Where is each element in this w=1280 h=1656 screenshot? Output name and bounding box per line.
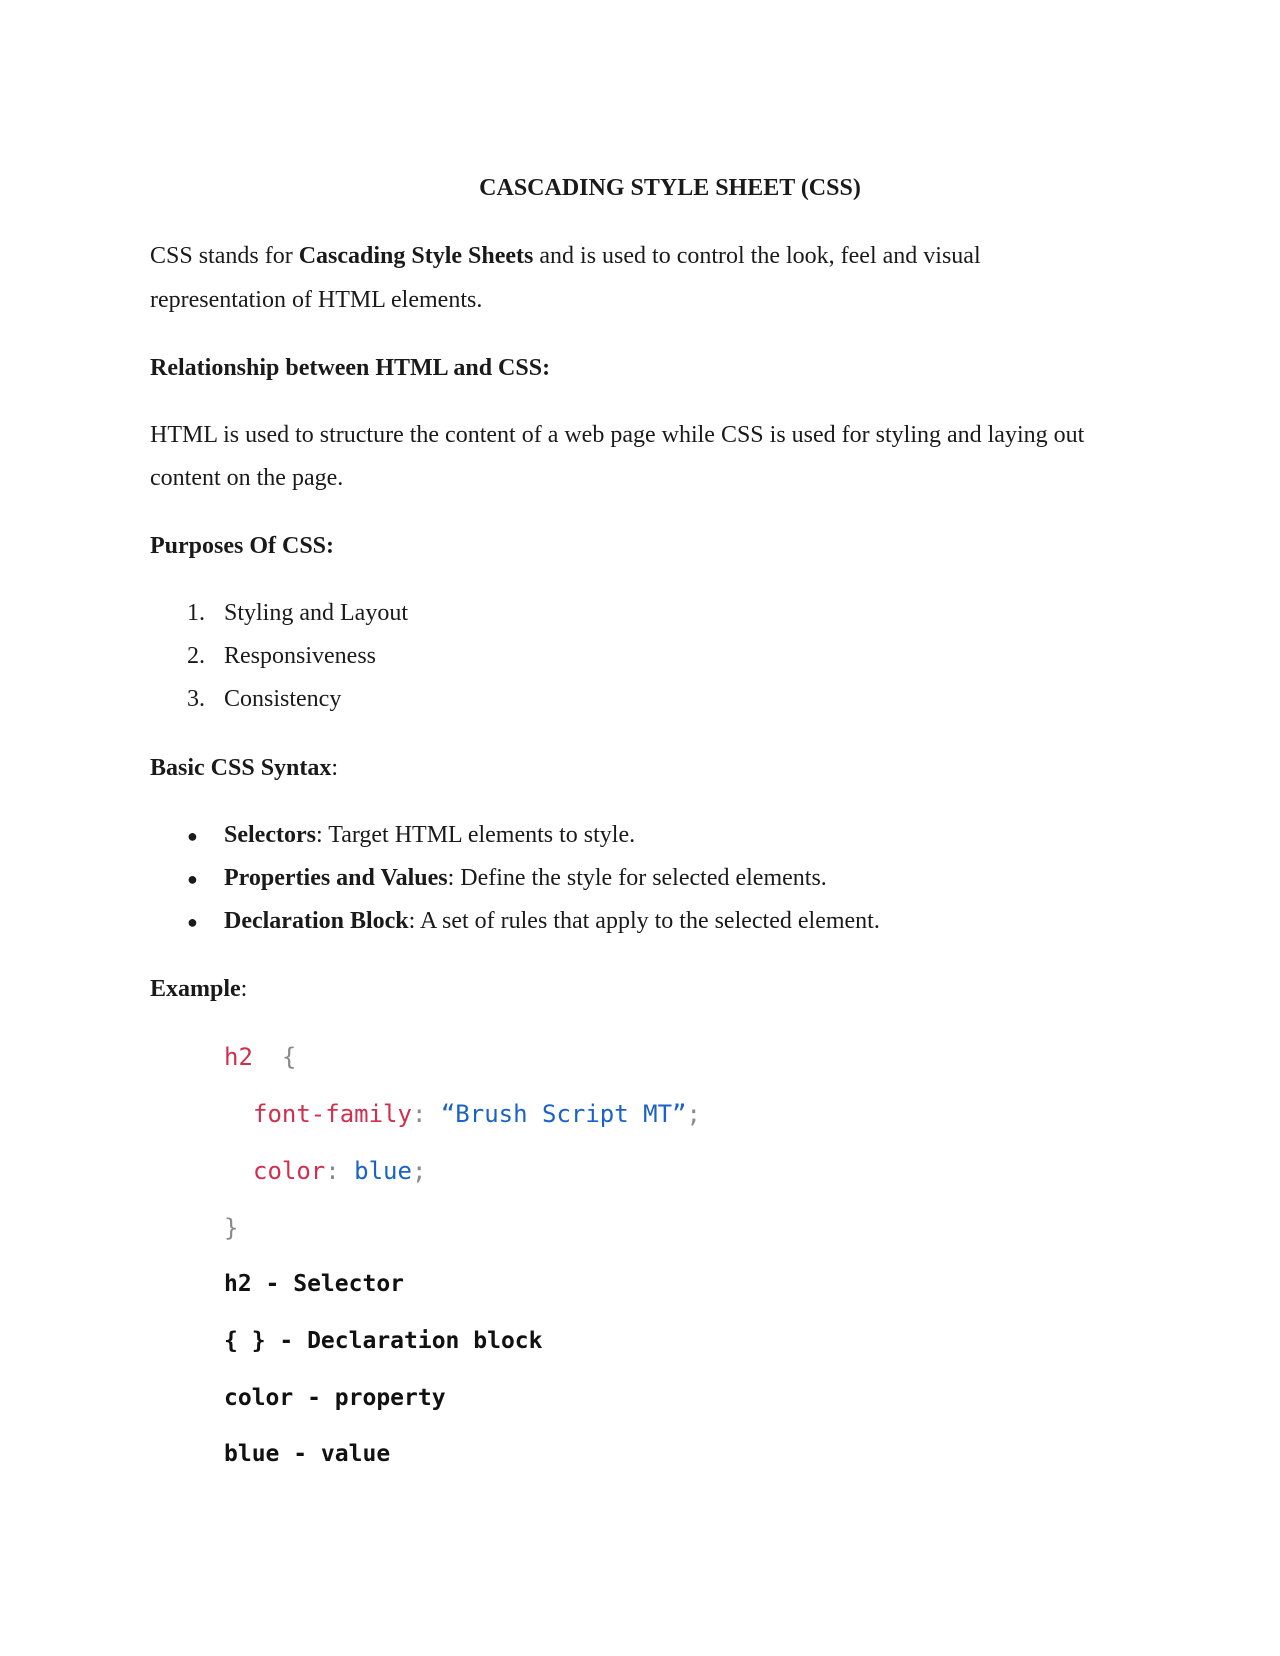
term: Declaration Block [224,908,409,934]
code-brace: { [281,1043,297,1071]
list-number: 1. [187,600,205,626]
list-number: 2. [187,643,205,669]
example-heading [150,977,247,1001]
list-number: 3. [187,686,205,712]
term: Properties and Values [224,865,448,891]
example-heading-text: Example [150,976,241,1002]
note-declaration-block: { } - Declaration block [224,1328,543,1354]
document-title: CASCADING STYLE SHEET (CSS) [479,175,861,201]
relationship-line2: content on the page. [150,465,344,491]
desc: : Define the style for selected elements. [447,865,827,891]
code-selector: h2 [224,1043,253,1071]
list-text: Consistency [224,686,342,712]
bullet-icon: ● [187,826,198,846]
bullet-icon: ● [187,912,198,932]
list-item [187,600,408,626]
code-line [253,1159,426,1183]
code-brace: } [224,1214,239,1242]
list-item [187,822,636,848]
code-property: color [253,1157,326,1185]
code-colon: : [325,1157,340,1185]
colon: : [331,755,339,781]
purposes-heading: Purposes Of CSS: [150,533,335,559]
list-item [187,865,827,891]
list-item [187,643,376,669]
intro-line2: representation of HTML elements. [150,287,483,313]
syntax-heading [150,756,338,780]
list-item [187,686,342,712]
note-property: color - property [224,1385,446,1411]
syntax-heading-text: Basic CSS Syntax [150,755,332,781]
intro-text: CSS stands for [150,243,299,269]
colon: : [240,976,248,1002]
intro-bold: Cascading Style Sheets [298,243,534,269]
relationship-line1: HTML is used to structure the content of a web page while CSS is used for styling and laying out [150,422,1085,448]
note-value: blue - value [224,1441,391,1467]
code-semicolon: ; [411,1157,427,1185]
intro-paragraph [150,244,981,268]
note-selector: h2 - Selector [224,1271,405,1297]
code-colon: : [411,1100,427,1128]
code-semicolon: ; [686,1100,701,1128]
code-line [224,1045,296,1069]
term: Selectors [224,822,316,848]
code-property: font-family [253,1100,412,1128]
desc: : A set of rules that apply to the selected element. [408,908,880,934]
code-value: blue [354,1157,412,1185]
list-item [187,908,880,934]
code-value: “Brush Script MT” [440,1100,687,1128]
list-text: Responsiveness [224,643,376,669]
intro-text-post: and is used to control the look, feel and visual [533,243,981,269]
list-text: Styling and Layout [224,600,408,626]
code-line [253,1102,701,1126]
relationship-heading: Relationship between HTML and CSS: [150,355,551,381]
bullet-icon: ● [187,869,198,889]
desc: : Target HTML elements to style. [315,822,636,848]
